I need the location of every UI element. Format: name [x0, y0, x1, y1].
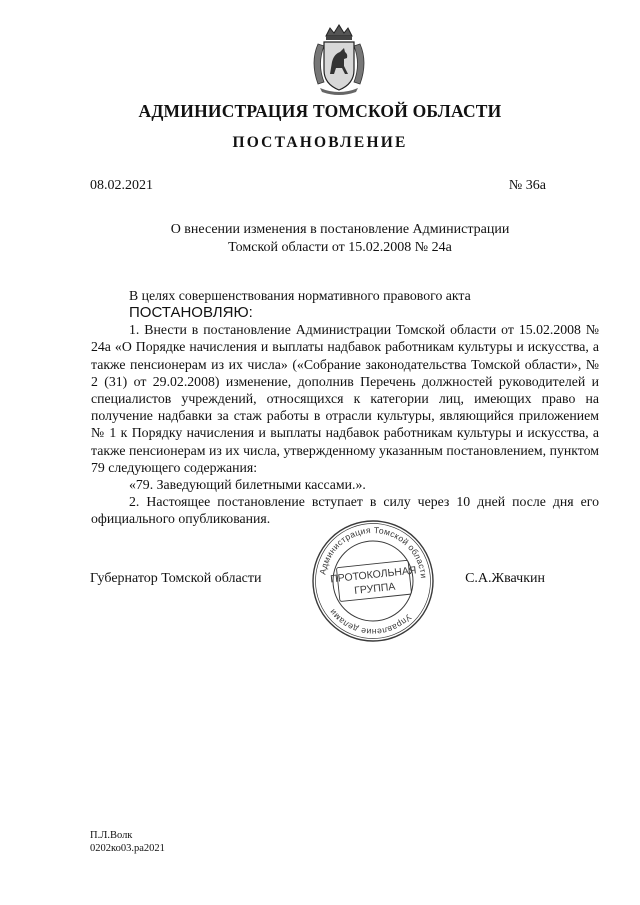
footer-author: П.Л.Волк	[90, 830, 133, 841]
svg-text:Управление делами: Управление делами	[327, 607, 414, 638]
item-1-paragraph: 1. Внести в постановление Администрации Томской области от 15.02.2008 № 24а «О Порядке начисления и выплаты надбавок работникам культуры и искусства, а также пенсионерам из их числа» («Собрание законодательства Томской области», № 2 (31) от 29.02.2008) изменение, дополнив Перечень должностей руководителей и специалистов учреждений, относящихся к категории лиц, имеющих право на получение надбавки за стаж работы в отрасли культуры, являющийся приложением № 1 к Порядку начисления и выплаты надбавок работникам культуры и искусства, а также пенсионерам из их числа, утвержденному указанным постановлением, пунктом 79 следующего содержания:	[91, 322, 599, 475]
item-2-paragraph: 2. Настоящее постановление вступает в силу через 10 дней после дня его официального опубликования.	[91, 494, 599, 527]
decree-word: ПОСТАНОВЛЯЮ:	[129, 304, 253, 322]
document-subject	[150, 221, 530, 257]
document-date: 08.02.2021	[90, 178, 153, 193]
svg-text:Администрация Томской области: Администрация Томской области	[317, 524, 429, 579]
coat-of-arms-emblem	[304, 22, 374, 96]
document-footer	[90, 829, 165, 855]
subject-line-1: О внесении изменения в постановление Администрации	[170, 222, 510, 237]
item-1-quote: «79. Заведующий билетными кассами.».	[129, 477, 366, 493]
stamp-center-line-2: ГРУППА	[353, 580, 396, 597]
preamble-paragraph: В целях совершенствования нормативного правового акта	[129, 288, 471, 303]
document-body	[91, 287, 599, 528]
organization-title: АДМИНИСТРАЦИЯ ТОМСКОЙ ОБЛАСТИ	[138, 101, 502, 121]
footer-code: 0202ко03.ра2021	[90, 843, 165, 854]
subject-line-2: Томской области от 15.02.2008 № 24а	[228, 240, 452, 255]
document-number: № 36а	[508, 178, 546, 193]
stamp-center-line-1: ПРОТОКОЛЬНАЯ	[329, 564, 418, 586]
signatory-name: С.А.Жвачкин	[465, 571, 545, 586]
protocol-group-stamp	[310, 517, 436, 645]
document-type-heading: ПОСТАНОВЛЕНИЕ	[232, 134, 408, 151]
signatory-title: Губернатор Томской области	[90, 571, 262, 586]
